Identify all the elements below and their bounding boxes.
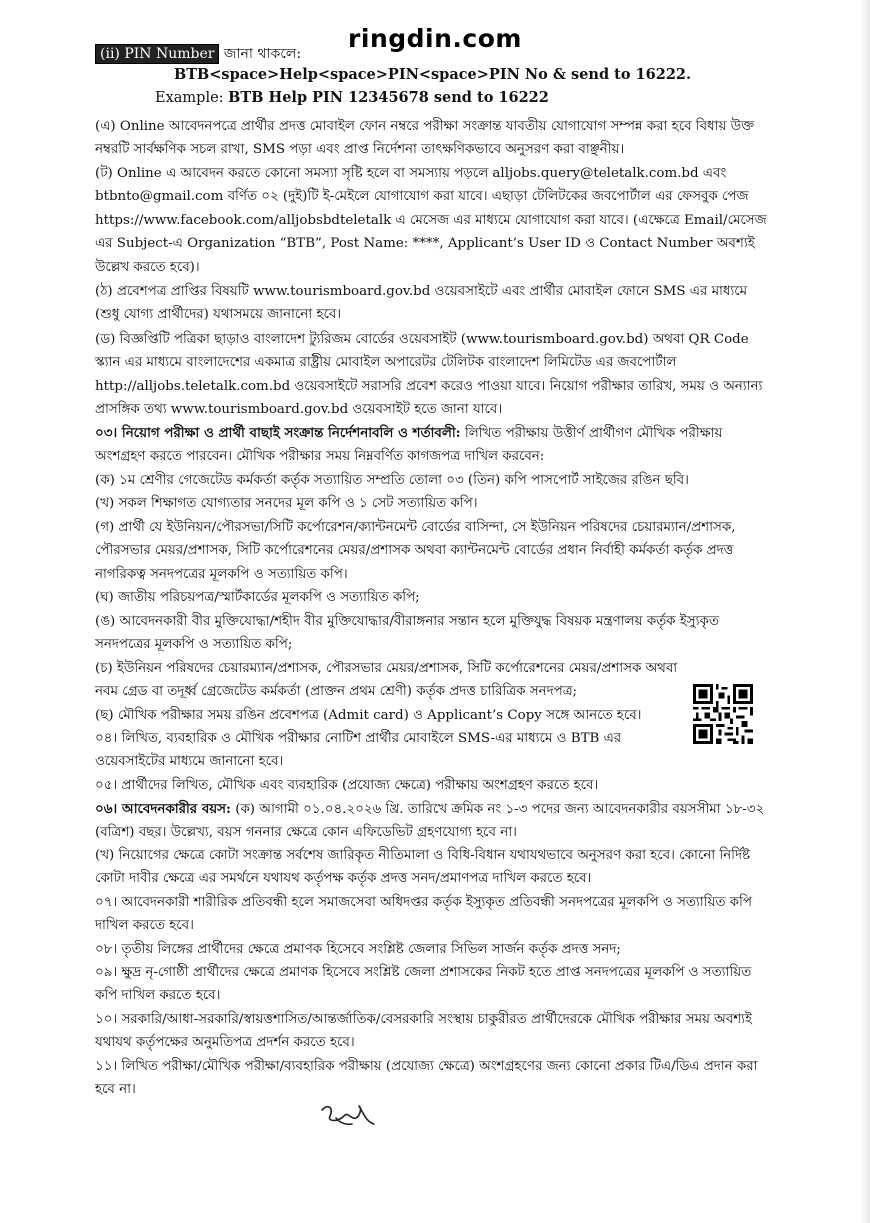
list-item: (ছ) মৌখিক পরীক্ষার সময় রঙিন প্রবেশপত্র (Admit card) ও Applicant’s Copy সঙ্গে আনতে হবে। — [95, 708, 642, 723]
item-09: ০৯। ক্ষুদ্র নৃ-গোষ্ঠী প্রার্থীদের ক্ষেত্রে প্রমাণক হিসেবে সংশ্লিষ্ট জেলা প্রশাসকের নিকট হতে প্রাপ্ত সনদপত্রের মূলকপি ও সত্যায়িত কপি দাখিল করতে হবে। — [95, 965, 752, 1004]
item-04: ০৪। লিখিত, ব্যবহারিক ও মৌখিক পরীক্ষার নোটিশ প্রার্থীর মোবাইলে SMS-এর মাধ্যমে ও BTB এর ওয়েবসাইটের মাধ্যমে জানানো হবে। — [95, 731, 622, 770]
list-item: (চ) ইউনিয়ন পরিষদের চেয়ারম্যান/প্রশাসক, পৌরসভার মেয়র/প্রশাসক, সিটি কর্পোরেশনের মেয়র/প্রশাসক অথবা নবম গ্রেড বা তদূর্ধ্ব গ্রেজেটেড কর্মকর্তা (প্রাক্তন প্রথম শ্রেণী) কর্তৃক প্রদত্ত চারিত্রিক সনদপত্র; — [95, 661, 678, 700]
sms-example — [155, 89, 549, 106]
section-6-text: (ক) আগামী ০১.০৪.২০২৬ খ্রি. তারিখে ক্রমিক নং ১-৩ পদের জন্য আবেদনকারীর বয়সসীমা ১৮-৩২ (বত্রিশ) বছর। উল্লেখ্য, বয়স গননার ক্ষেত্রে কোন এফিডেভিট গ্রহণযোগ্য হবে না। — [95, 802, 765, 841]
page-edge-shadow — [860, 0, 870, 1223]
item-10: ১০। সরকারি/আধা-সরকারি/স্বায়ত্তশাসিত/আন্তর্জাতিক/বেসরকারি সংস্থায় চাকুরীরত প্রার্থীদেরকে মৌখিক পরীক্ষার সময় অবশ্যই যথাযথ কর্তৃপক্ষের অনুমতিপত্র প্রদর্শন করতে হবে। — [95, 1012, 752, 1051]
item-07: ০৭। আবেদনকারী শারীরিক প্রতিবন্ধী হলে সমাজসেবা অধিদপ্তর কর্তৃক ইস্যুকৃত প্রতিবন্ধী সনদপত্রের মূলকপি ও সত্যায়িত কপি দাখিল করতে হবে। — [95, 895, 752, 934]
item-11: ১১। লিখিত পরীক্ষা/মৌখিক পরীক্ষা/ব্যবহারিক পরীক্ষায় (প্রযোজ্য ক্ষেত্রে) অংশগ্রহণের জন্য কোনো প্রকার টিএ/ডিএ প্রদান করা হবে না। — [95, 1059, 758, 1098]
section-6 — [95, 798, 770, 845]
paragraph-th: (ঠ) প্রবেশপত্র প্রাপ্তির বিষয়টি www.tourismboard.gov.bd ওয়েবসাইটে এবং প্রার্থীর মোবাইল ফোনে SMS এর মাধ্যমে (শুধু যোগ্য প্রার্থীদের) যথাসময়ে জানানো হবে। — [95, 284, 748, 323]
sms-format: BTB<space>Help<space>PIN<space>PIN No & send to 16222. — [173, 66, 692, 83]
paragraph-d: (ড) বিজ্ঞপ্তিটি পত্রিকা ছাড়াও বাংলাদেশ ট্যুরিজম বোর্ডের ওয়েবসাইট (www.tourismboard.gov.bd) অথবা QR Code স্ক্যান এর মাধ্যমে বাংলাদেশের একমাত্র রাষ্ট্রীয় মোবাইল অপারেটর টেলিটক বাংলাদেশ লিমিটেড এর জবপোর্টাল http://alljobs.teletalk.com.bd ওয়েবসাইটে সরাসরি প্রবেশ করেও পাওয়া যাবে। নিয়োগ পরীক্ষার তারিখ, সময় ও অন্যান্য প্রাসঙ্গিক তথ্য www.tourismboard.gov.bd ওয়েবসাইট হতে জানা যাবে। — [95, 332, 763, 418]
section-3-heading: ০৩। নিয়োগ পরীক্ষা ও প্রার্থী বাছাই সংক্রান্ত নির্দেশনাবলি ও শর্তাবলী: — [95, 425, 461, 441]
section-3 — [95, 422, 770, 469]
list-item: (খ) সকল শিক্ষাগত যোগ্যতার সনদের মূল কপি ও ১ সেট সত্যায়িত কপি। — [95, 496, 478, 511]
example-text: BTB Help PIN 12345678 send to 16222 — [228, 89, 549, 106]
section-3-intro: লিখিত পরীক্ষায় উত্তীর্ণ প্রার্থীগণ মৌখিক পরীক্ষায় অংশগ্রহণ করতে পারবেন। মৌখিক পরীক্ষার সময় নিম্নবর্ণিত কাগজপত্র দাখিল করবেন: — [95, 426, 723, 465]
item-08: ০৮। তৃতীয় লিঙ্গের প্রার্থীদের ক্ষেত্রে প্রমাণক হিসেবে সংশ্লিষ্ট জেলার সিভিল সার্জন কর্তৃক প্রদত্ত সনদ; — [95, 942, 621, 957]
list-item: (গ) প্রার্থী যে ইউনিয়ন/পৌরসভা/সিটি কর্পোরেশন/ক্যান্টনমেন্ট বোর্ডের বাসিন্দা, সে ইউনিয়ন পরিষদের চেয়ারম্যান/প্রশাসক, পৌরসভার মেয়র/প্রশাসক, সিটি কর্পোরেশনের মেয়র/প্রশাসক অথবা ক্যান্টনমেন্ট বোর্ডের প্রধান নির্বাহী কর্মকর্তা কর্তৃক প্রদত্ত নাগরিকত্ব সনদপত্রের মূলকপি ও সত্যায়িত কপি। — [95, 520, 736, 582]
section-6-label: ০৬। আবেদনকারীর বয়স: — [95, 801, 231, 817]
paragraph-e: (এ) Online আবেদনপত্রে প্রার্থীর প্রদত্ত মোবাইল ফোন নম্বরে পরীক্ষা সংক্রান্ত যাবতীয় যোগাযোগ সম্পন্ন করা হবে বিধায় উক্ত নম্বরটি সার্বক্ষণিক সচল রাখা, SMS পড়া এবং প্রাপ্ত নির্দেশনা তাৎক্ষণিকভাবে অনুসরণ করা বাঞ্ছনীয়। — [95, 119, 755, 158]
paragraph-t: (ট) Online এ আবেদন করতে কোনো সমস্যা সৃষ্টি হলে বা সমস্যায় পড়লে alljobs.query@teletalk.com.bd এবং btbnto@gmail.com বর্ণিত ০২ (দুই)টি ই-মেইলে যোগাযোগ করা যাবে। এছাড়া টেলিটকের জবপোর্টাল এর ফেসবুক পেজ https://www.facebook.com/alljobsbdteletalk এ মেসেজ এর মাধ্যমে যোগাযোগ করা যাবে। (এক্ষেত্রে Email/মেসেজ এর Subject-এ Organization “BTB”, Post Name: ****, Applicant’s User ID ও Contact Number অবশ্যই উল্লেখ করতে হবে)। — [95, 166, 767, 275]
signature-icon — [318, 1098, 380, 1132]
section-6-b: (খ) নিয়োগের ক্ষেত্রে কোটা সংক্রান্ত সর্বশেষ জারিকৃত নীতিমালা ও বিধি-বিধান যথাযথভাবে অনুসরণ করা হবে। কোনো নির্দিষ্ট কোটা দাবীর ক্ষেত্রে এর সমর্থনে যথাযথ কর্তৃপক্ষ কর্তৃক প্রদত্ত সনদ/প্রমাণপত্র দাখিল করতে হবে। — [95, 848, 751, 887]
pin-tag: (ii) PIN Number — [95, 44, 219, 64]
list-item: (ক) ১ম শ্রেণীর গেজেটেড কর্মকর্তা কর্তৃক সত্যায়িত সম্প্রতি তোলা ০৩ (তিন) কপি পাসপোর্ট সাইজের রঙিন ছবি। — [95, 473, 689, 488]
qr-code-icon[interactable] — [693, 684, 753, 744]
pin-heading — [95, 42, 301, 66]
example-label: Example: — [155, 90, 224, 106]
list-item: (ঙ) আবেদনকারী বীর মুক্তিযোদ্ধা/শহীদ বীর মুক্তিযোদ্ধার/বীরাঙ্গনার সন্তান হলে মুক্তিযুদ্ধ বিষয়ক মন্ত্রণালয় কর্তৃক ইস্যুকৃত সনদপত্রের মূলকপি ও সত্যায়িত কপি; — [95, 614, 719, 653]
list-item: (ঘ) জাতীয় পরিচয়পত্র/স্মার্টকার্ডের মূলকপি ও সত্যায়িত কপি; — [95, 590, 420, 605]
pin-tail: জানা থাকলে: — [223, 46, 302, 62]
site-watermark: ringdin.com — [348, 24, 522, 53]
item-05: ০৫। প্রার্থীদের লিখিত, মৌখিক এবং ব্যবহারিক (প্রযোজ্য ক্ষেত্রে) পরীক্ষায় অংশগ্রহণ করতে হবে। — [95, 778, 599, 793]
